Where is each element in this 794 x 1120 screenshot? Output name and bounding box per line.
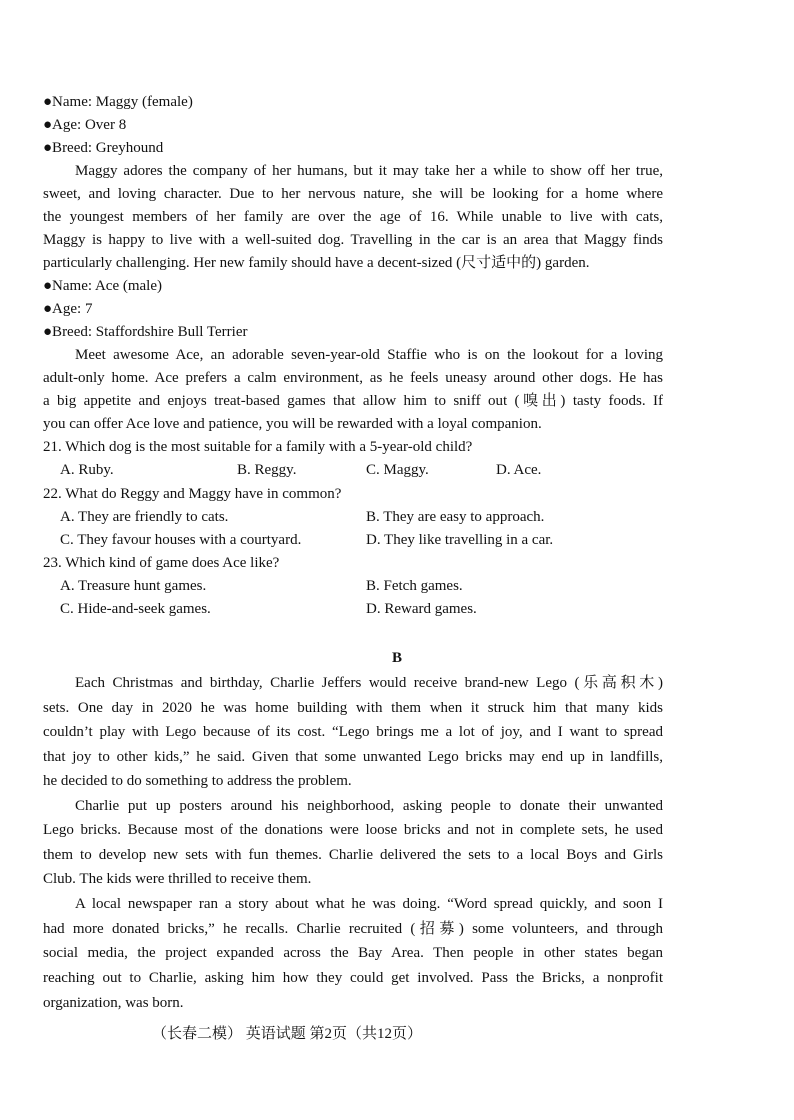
question-22-stem: 22. What do Reggy and Maggy have in common?: [43, 486, 342, 502]
ace-text-line: you can offer Ace love and patience, you will be rewarded with a loyal companion.: [43, 416, 542, 432]
maggy-text-line: Maggy is happy to live with a well-suited dog. Travelling in the car is an area that Maggy finds: [43, 232, 663, 248]
ace-breed: ●Breed: Staffordshire Bull Terrier: [43, 324, 248, 340]
q21-option-b: B. Reggy.: [237, 462, 297, 478]
section-b-heading: B: [391, 650, 402, 666]
q21-option-a: A. Ruby.: [60, 462, 114, 478]
maggy-text-line: sweet, and loving character. Due to her nervous nature, she will be looking for a home where: [43, 186, 663, 202]
q22-option-b: B. They are easy to approach.: [366, 509, 545, 525]
section-b-para3-line: had more donated bricks,” he recalls. Charlie recruited (招募) some volunteers, and through: [43, 921, 663, 937]
q23-option-d: D. Reward games.: [366, 601, 477, 617]
section-b-para1-line: he decided to do something to address the problem.: [43, 773, 352, 789]
section-b-para1-line: Each Christmas and birthday, Charlie Jeffers would receive brand-new Lego (乐高积木): [75, 675, 663, 691]
ace-text-line: a big appetite and enjoys treat-based games that allow him to sniff out (嗅出) tasty foods. If: [43, 393, 663, 409]
section-b-para2-line: Lego bricks. Because most of the donations were loose bricks and not in complete sets, he used: [43, 822, 663, 838]
ace-age: ●Age: 7: [43, 301, 93, 317]
q21-option-c: C. Maggy.: [366, 462, 429, 478]
q22-option-d: D. They like travelling in a car.: [366, 532, 554, 548]
q23-option-b: B. Fetch games.: [366, 578, 463, 594]
q22-option-c: C. They favour houses with a courtyard.: [60, 532, 302, 548]
maggy-text-line: Maggy adores the company of her humans, but it may take her a while to show off her true,: [75, 163, 663, 179]
section-b-para2-line: Charlie put up posters around his neighborhood, asking people to donate their unwanted: [75, 798, 663, 814]
question-23-stem: 23. Which kind of game does Ace like?: [43, 555, 280, 571]
page-footer: （长春二模） 英语试题 第2页（共12页）: [152, 1026, 423, 1042]
maggy-name: ●Name: Maggy (female): [43, 94, 193, 110]
section-b-para1-line: that joy to other kids,” he said. Given that some unwanted Lego bricks may end up in landfills,: [43, 749, 663, 765]
maggy-breed: ●Breed: Greyhound: [43, 140, 164, 156]
maggy-text-line: particularly challenging. Her new family should have a decent-sized (尺寸适中的) garden.: [43, 255, 590, 271]
q23-option-a: A. Treasure hunt games.: [60, 578, 207, 594]
section-b-para2-line: Club. The kids were thrilled to receive them.: [43, 871, 312, 887]
q21-option-d: D. Ace.: [496, 462, 542, 478]
section-b-para2-line: them to develop new sets with fun themes. Charlie delivered the sets to a local Boys and Girls: [43, 847, 663, 863]
maggy-age: ●Age: Over 8: [43, 117, 127, 133]
section-b-para1-line: sets. One day in 2020 he was home building with them when it struck him that many kids: [43, 700, 663, 716]
ace-name: ●Name: Ace (male): [43, 278, 163, 294]
maggy-text-line: the youngest members of her family are over the age of 16. While unable to live with cats,: [43, 209, 663, 225]
section-b-para3-line: organization, was born.: [43, 995, 184, 1011]
ace-text-line: adult-only home. Ace prefers a calm environment, as he feels uneasy around other dogs. He has: [43, 370, 663, 386]
ace-text-line: Meet awesome Ace, an adorable seven-year-old Staffie who is on the lookout for a loving: [75, 347, 663, 363]
section-b-para3-line: A local newspaper ran a story about what he was doing. “Word spread quickly, and soon I: [75, 896, 663, 912]
q22-option-a: A. They are friendly to cats.: [60, 509, 229, 525]
q23-option-c: C. Hide-and-seek games.: [60, 601, 211, 617]
section-b-para3-line: social media, the project expanded across the Bay Area. Then people in other states began: [43, 945, 663, 961]
question-21-stem: 21. Which dog is the most suitable for a family with a 5-year-old child?: [43, 439, 473, 455]
section-b-para3-line: reaching out to Charlie, asking him how they could get involved. Pass the Bricks, a nonprofit: [43, 970, 663, 986]
section-b-para1-line: couldn’t play with Lego because of its cost. “Lego brings me a lot of joy, and I want to spread: [43, 724, 663, 740]
